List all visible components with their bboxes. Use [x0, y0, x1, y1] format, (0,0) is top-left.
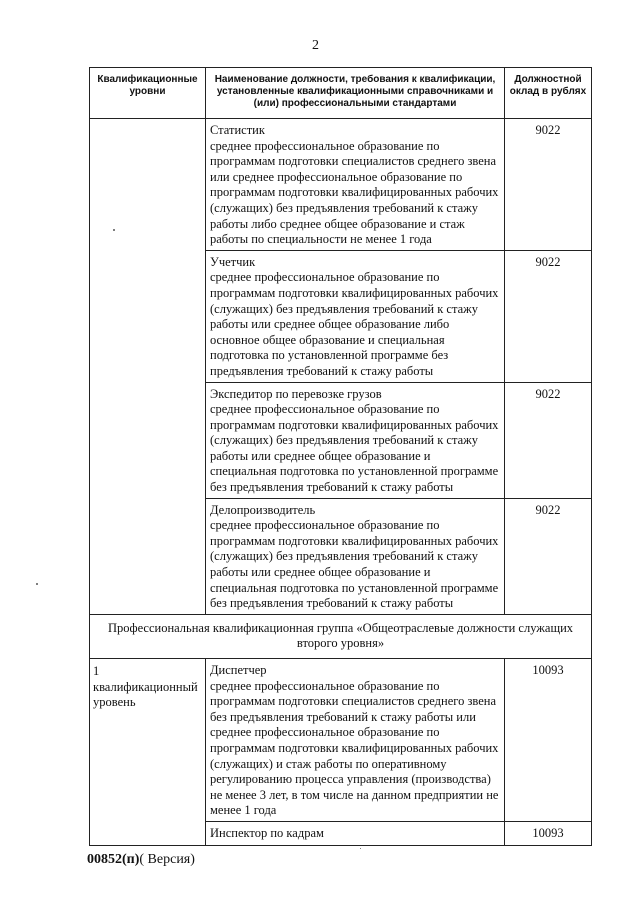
salary-cell: 9022	[505, 382, 592, 498]
salary-cell: 9022	[505, 119, 592, 251]
position-cell	[206, 659, 505, 822]
level-cell-empty	[90, 119, 206, 615]
position-cell	[206, 821, 505, 845]
header-qualification-levels: Квалификационные уровни	[90, 68, 206, 119]
header-salary: Должностной оклад в рублях	[505, 68, 592, 119]
salary-cell: 9022	[505, 498, 592, 614]
position-title: Делопроизводитель	[210, 502, 316, 517]
table-row	[90, 119, 592, 251]
position-requirements: среднее профессиональное образование по программам подготовки квалифицированных рабочих (служащих) без предъявления требований к стажу работы или среднее общее образование либо основное общее образование и специальная подготовка по установленной программе без предъявления требований к стажу работы	[210, 270, 499, 378]
group-heading: Профессиональная квалификационная группа «Общеотраслевые должности служащих второго уровня»	[90, 614, 592, 658]
position-cell	[206, 250, 505, 382]
scan-speck	[36, 583, 38, 585]
position-requirements: среднее профессиональное образование по программам подготовки квалифицированных рабочих (служащих) без предъявления требований к стажу работы или среднее общее образование и специальная подготовка по установленной программе без предъявления требований к стажу работы	[210, 402, 499, 495]
position-title: Диспетчер	[210, 663, 267, 677]
table-header-row	[90, 68, 592, 119]
table-row	[90, 659, 592, 822]
position-title: Экспедитор по перевозке грузов	[210, 386, 382, 401]
group-heading-row	[90, 614, 592, 658]
header-position-requirements: Наименование должности, требования к квалификации, установленные квалификационными справочниками и (или) профессиональными стандартами	[206, 68, 505, 119]
position-cell	[206, 498, 505, 614]
page-number: 2	[312, 38, 319, 53]
scan-speck	[113, 229, 115, 231]
salary-table	[89, 67, 592, 846]
position-cell	[206, 119, 505, 251]
position-title: Статистик	[210, 123, 265, 137]
scan-speck	[360, 848, 361, 849]
position-title: Инспектор по кадрам	[210, 825, 324, 840]
document-code: 00852(п)	[87, 852, 140, 867]
document-version: ( Версия)	[139, 852, 195, 867]
position-requirements: среднее профессиональное образование по программам подготовки специалистов среднего звена или среднее профессиональное образование по программам подготовки квалифицированных рабочих (служащих) без предъявления требований к стажу работы либо среднее общее образование и стаж работы по специальности не менее 1 года	[210, 138, 499, 247]
position-requirements: среднее профессиональное образование по программам подготовки квалифицированных рабочих (служащих) без предъявления требований к стажу работы или среднее общее образование и специальная подготовка по установленной программе без предъявления требований к стажу работы	[210, 518, 499, 611]
salary-cell: 9022	[505, 250, 592, 382]
position-cell	[206, 382, 505, 498]
salary-cell: 10093	[505, 821, 592, 845]
position-requirements: среднее профессиональное образование по программам подготовки специалистов среднего звена без предъявления требований к стажу работы или среднее профессиональное образование по программам подготовки квалифицированных рабочих (служащих) и стаж работы по оперативному регулированию процесса управления (производства) не менее 3 лет, в том числе на данном предприятии не менее 1 года	[210, 678, 499, 818]
position-title: Учетчик	[210, 254, 256, 269]
document-footer	[87, 852, 195, 868]
salary-cell: 10093	[505, 659, 592, 822]
level-cell: 1 квалификационный уровень	[90, 659, 206, 846]
